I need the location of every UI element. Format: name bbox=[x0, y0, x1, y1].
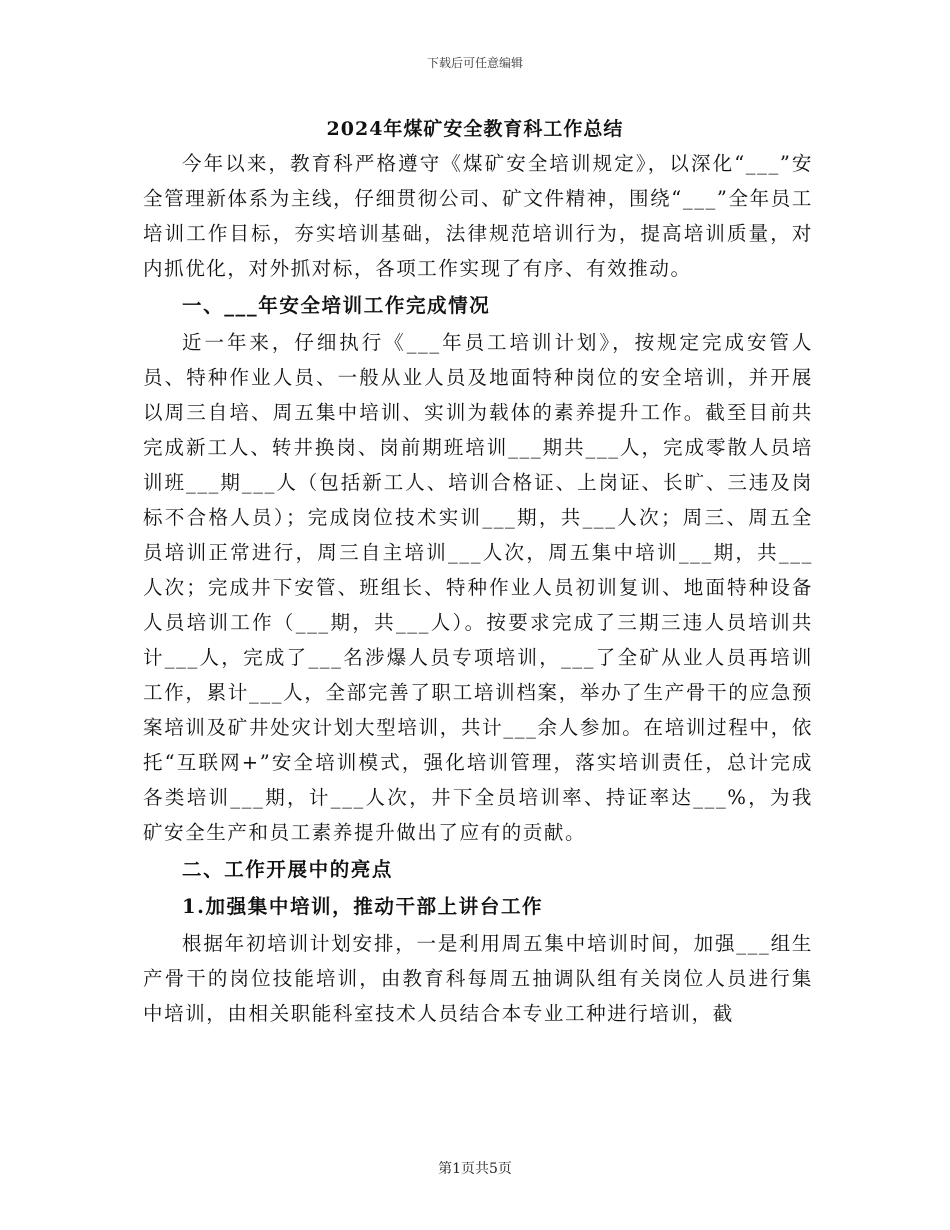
section-1-paragraph: 近一年来，仔细执行《___年员工培训计划》，按规定完成安管人员、特种作业人员、一般从业人员及地面特种岗位的安全培训，并开展以周三自培、周五集中培训、实训为载体的素养提升工作。截至目前共完成新工人、转井换岗、岗前期班培训___期共___人，完成零散人员培训班___期___人（包括新工人、培训合格证、上岗证、长旷、三违及岗标不合格人员）；完成岗位技术实训___期，共___人次；周三、周五全员培训正常进行，周三自主培训___人次，周五集中培训___期，共___人次；完成井下安管、班组长、特种作业人员初训复训、地面特种设备人员培训工作（___期，共___人）。按要求完成了三期三违人员培训共计___人，完成了___名涉爆人员专项培训，___了全矿从业人员再培训工作，累计___人，全部完善了职工培训档案，举办了生产骨干的应急预案培训及矿井处灾计划大型培训，共计___余人参加。在培训过程中，依托“互联网+”安全培训模式，强化培训管理，落实培训责任，总计完成各类培训___期，计___人次，井下全员培训率、持证率达___%，为我矿安全生产和员工素养提升做出了应有的贡献。 bbox=[143, 331, 813, 844]
page-header-note: 下载后可任意编辑 bbox=[426, 56, 523, 70]
page-number: 第1页共5页 bbox=[438, 1161, 512, 1177]
section-2-heading: 二、工作开展中的亮点 bbox=[182, 858, 394, 881]
subsection-1-paragraph: 根据年初培训计划安排，一是利用周五集中培训时间，加强___组生产骨干的岗位技能培训，由教育科每周五抽调队组有关岗位人员进行集中培训，由相关职能科室技术人员结合本专业工种进行培训，截 bbox=[143, 932, 813, 1025]
section-1-heading: 一、___年安全培训工作完成情况 bbox=[182, 294, 491, 317]
subsection-1-heading: 1.加强集中培训，推动干部上讲台工作 bbox=[182, 895, 544, 918]
intro-paragraph: 今年以来，教育科严格遵守《煤矿安全培训规定》，以深化“___”安全管理新体系为主线，仔细贯彻公司、矿文件精神，围绕“___”全年员工培训工作目标，夯实培训基础，法律规范培训行为，提高培训质量，对内抓优化，对外抓对标，各项工作实现了有序、有效推动。 bbox=[143, 152, 813, 280]
document-title: 2024年煤矿安全教育科工作总结 bbox=[326, 118, 624, 140]
document-body bbox=[143, 146, 813, 1031]
